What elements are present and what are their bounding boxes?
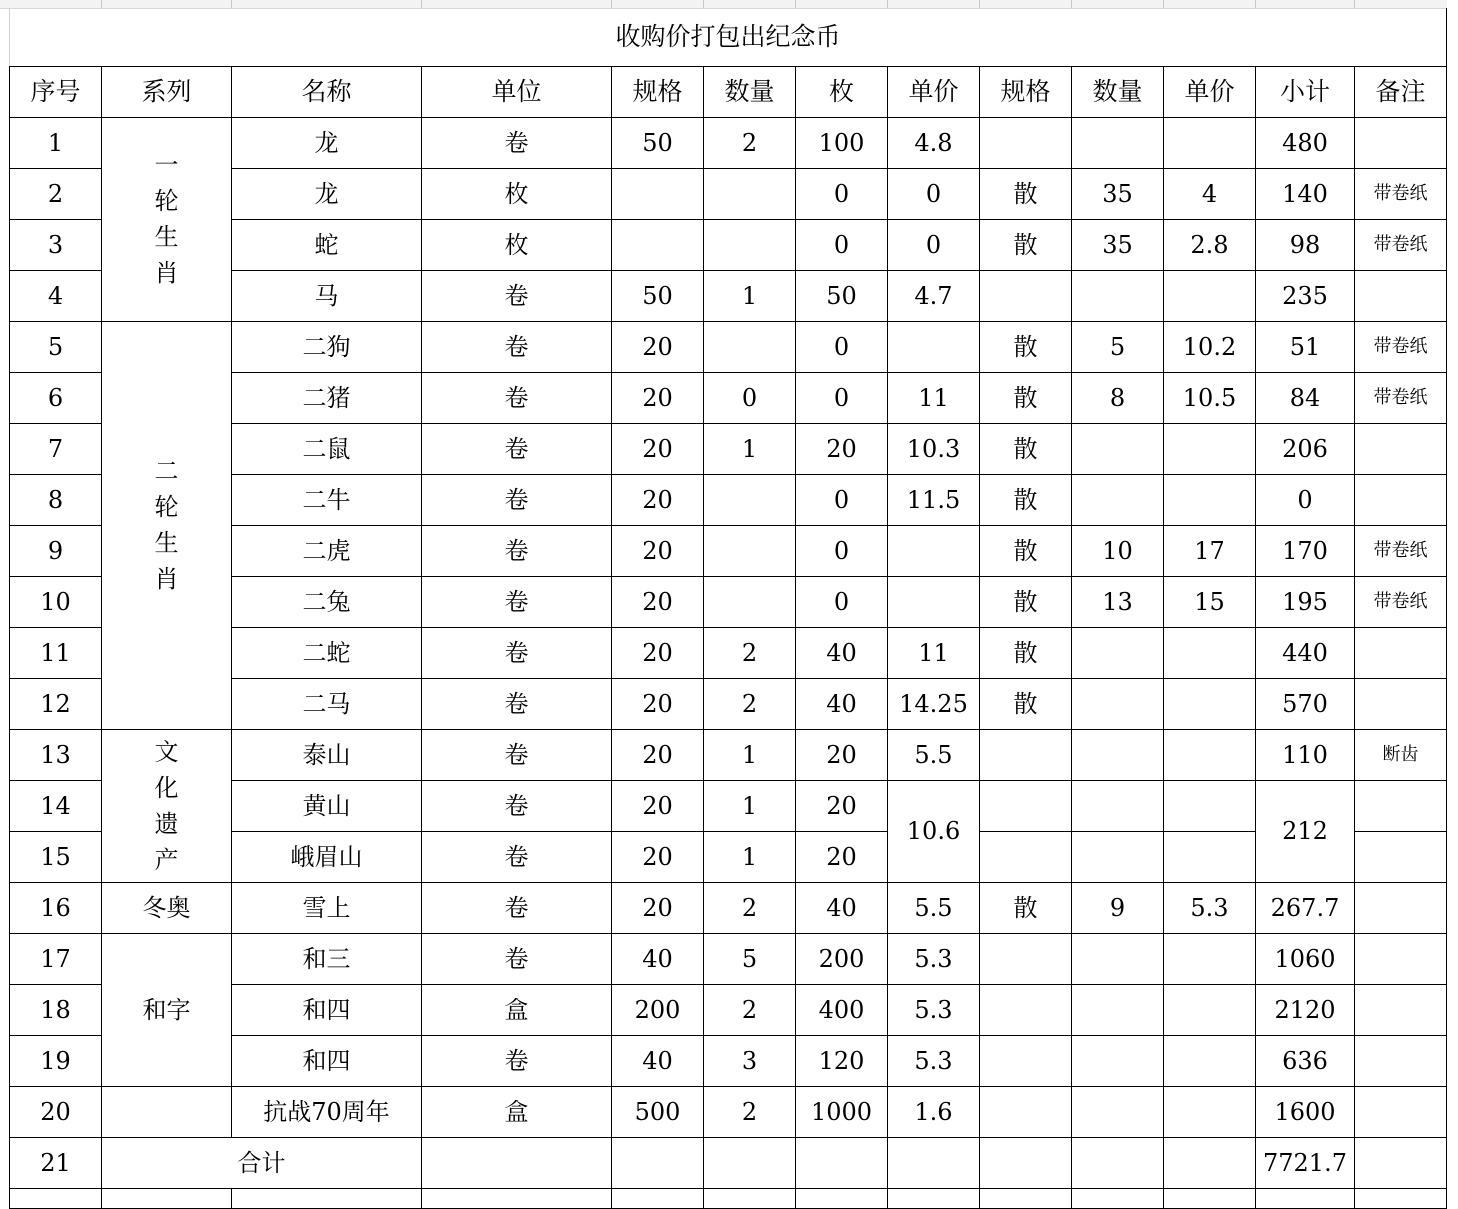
cell-empty[interactable] xyxy=(10,1188,102,1208)
cell-price2[interactable]: 15 xyxy=(1164,576,1256,627)
cell-no[interactable]: 18 xyxy=(10,984,102,1035)
cell-name[interactable]: 二蛇 xyxy=(232,627,422,678)
cell-note[interactable]: 带卷纸 xyxy=(1355,219,1447,270)
cell-name[interactable]: 和四 xyxy=(232,984,422,1035)
cell-price2[interactable] xyxy=(1164,270,1256,321)
cell-qty2[interactable]: 35 xyxy=(1072,219,1164,270)
cell-spec[interactable]: 20 xyxy=(612,576,704,627)
cell-price[interactable]: 5.3 xyxy=(888,1035,980,1086)
cell-no[interactable]: 5 xyxy=(10,321,102,372)
cell-unit[interactable]: 卷 xyxy=(422,678,612,729)
cell-price2[interactable] xyxy=(1164,1086,1256,1137)
cell-price2[interactable]: 17 xyxy=(1164,525,1256,576)
header-cell[interactable]: 数量 xyxy=(704,66,796,117)
cell-price[interactable]: 5.3 xyxy=(888,933,980,984)
cell-no[interactable]: 19 xyxy=(10,1035,102,1086)
cell-series[interactable]: 冬奥 xyxy=(102,882,232,933)
cell-subtotal[interactable]: 235 xyxy=(1256,270,1355,321)
cell-spec[interactable]: 40 xyxy=(612,933,704,984)
cell-price2[interactable] xyxy=(1164,117,1256,168)
cell-name[interactable]: 泰山 xyxy=(232,729,422,780)
total-label[interactable]: 合计 xyxy=(102,1137,422,1188)
header-cell[interactable]: 备注 xyxy=(1355,66,1447,117)
cell-note[interactable] xyxy=(1355,984,1447,1035)
cell-spec[interactable]: 20 xyxy=(612,729,704,780)
cell-price2[interactable] xyxy=(1164,933,1256,984)
cell-no[interactable]: 11 xyxy=(10,627,102,678)
cell-note[interactable] xyxy=(1355,1086,1447,1137)
cell-name[interactable]: 二马 xyxy=(232,678,422,729)
cell-no[interactable]: 12 xyxy=(10,678,102,729)
table-row xyxy=(10,1188,1447,1208)
cell-no[interactable]: 17 xyxy=(10,933,102,984)
cell-qty[interactable] xyxy=(704,168,796,219)
cell-name[interactable]: 龙 xyxy=(232,117,422,168)
cell-empty[interactable] xyxy=(888,1137,980,1188)
cell-pcs[interactable]: 400 xyxy=(796,984,888,1035)
cell-subtotal[interactable]: 1060 xyxy=(1256,933,1355,984)
cell-note[interactable]: 带卷纸 xyxy=(1355,525,1447,576)
cell-name[interactable]: 和三 xyxy=(232,933,422,984)
cell-spec[interactable]: 20 xyxy=(612,474,704,525)
cell-empty[interactable] xyxy=(1355,1188,1447,1208)
cell-no[interactable]: 8 xyxy=(10,474,102,525)
cell-spec[interactable]: 200 xyxy=(612,984,704,1035)
cell-spec2[interactable]: 散 xyxy=(980,321,1072,372)
header-row xyxy=(10,66,1447,117)
cell-unit[interactable]: 卷 xyxy=(422,729,612,780)
cell-name[interactable]: 二兔 xyxy=(232,576,422,627)
cell-price[interactable]: 0 xyxy=(888,219,980,270)
series-label: 二轮生肖 xyxy=(154,457,179,593)
cell-price2[interactable] xyxy=(1164,423,1256,474)
header-cell[interactable]: 规格 xyxy=(612,66,704,117)
cell-spec[interactable] xyxy=(612,219,704,270)
cell-subtotal[interactable]: 195 xyxy=(1256,576,1355,627)
cell-pcs[interactable]: 20 xyxy=(796,423,888,474)
cell-subtotal[interactable]: 440 xyxy=(1256,627,1355,678)
cell-subtotal[interactable]: 1600 xyxy=(1256,1086,1355,1137)
cell-qty2[interactable] xyxy=(1072,1035,1164,1086)
header-cell[interactable]: 单位 xyxy=(422,66,612,117)
cell-note[interactable]: 带卷纸 xyxy=(1355,576,1447,627)
cell-empty[interactable] xyxy=(612,1188,704,1208)
cell-price[interactable]: 1.6 xyxy=(888,1086,980,1137)
cell-subtotal[interactable]: 570 xyxy=(1256,678,1355,729)
cell-spec[interactable]: 500 xyxy=(612,1086,704,1137)
cell-series-merged[interactable] xyxy=(102,117,232,321)
cell-qty[interactable]: 1 xyxy=(704,831,796,882)
cell-subtotal[interactable]: 84 xyxy=(1256,372,1355,423)
cell-unit[interactable]: 卷 xyxy=(422,831,612,882)
cell-pcs[interactable]: 20 xyxy=(796,831,888,882)
cell-spec[interactable]: 20 xyxy=(612,372,704,423)
cell-no[interactable]: 7 xyxy=(10,423,102,474)
cell-spec[interactable] xyxy=(612,168,704,219)
cell-spec2[interactable] xyxy=(980,270,1072,321)
cell-subtotal[interactable]: 206 xyxy=(1256,423,1355,474)
cell-unit[interactable]: 卷 xyxy=(422,474,612,525)
cell-spec2[interactable]: 散 xyxy=(980,627,1072,678)
cell-name[interactable]: 二虎 xyxy=(232,525,422,576)
cell-qty[interactable]: 2 xyxy=(704,678,796,729)
cell-qty[interactable]: 2 xyxy=(704,117,796,168)
table-row xyxy=(10,933,1447,984)
cell-qty2[interactable] xyxy=(1072,933,1164,984)
cell-qty[interactable] xyxy=(704,576,796,627)
cell-pcs[interactable]: 20 xyxy=(796,780,888,831)
header-cell[interactable]: 序号 xyxy=(10,66,102,117)
cell-price2[interactable]: 2.8 xyxy=(1164,219,1256,270)
cell-name[interactable]: 二鼠 xyxy=(232,423,422,474)
cell-subtotal[interactable]: 110 xyxy=(1256,729,1355,780)
cell-note[interactable]: 带卷纸 xyxy=(1355,372,1447,423)
cell-note[interactable] xyxy=(1355,678,1447,729)
cell-spec2[interactable]: 散 xyxy=(980,372,1072,423)
series-label: 一轮生肖 xyxy=(154,151,179,287)
cell-pcs[interactable]: 40 xyxy=(796,882,888,933)
cell-unit[interactable]: 卷 xyxy=(422,270,612,321)
cell-spec[interactable]: 20 xyxy=(612,882,704,933)
cell-pcs[interactable]: 20 xyxy=(796,729,888,780)
header-cell[interactable]: 枚 xyxy=(796,66,888,117)
cell-spec2[interactable] xyxy=(980,1035,1072,1086)
cell-pcs[interactable]: 200 xyxy=(796,933,888,984)
cell-price2[interactable] xyxy=(1164,678,1256,729)
cell-no[interactable]: 15 xyxy=(10,831,102,882)
cell-note[interactable] xyxy=(1355,933,1447,984)
cell-qty[interactable]: 3 xyxy=(704,1035,796,1086)
cell-empty[interactable] xyxy=(888,1188,980,1208)
cell-spec[interactable]: 20 xyxy=(612,321,704,372)
cell-spec2[interactable]: 散 xyxy=(980,168,1072,219)
table-row xyxy=(10,729,1447,780)
cell-no[interactable]: 2 xyxy=(10,168,102,219)
cell-qty2[interactable] xyxy=(1072,1086,1164,1137)
cell-price2[interactable] xyxy=(1164,627,1256,678)
cell-price2[interactable]: 10.5 xyxy=(1164,372,1256,423)
cell-subtotal[interactable]: 98 xyxy=(1256,219,1355,270)
cell-qty2[interactable] xyxy=(1072,780,1164,831)
cell-pcs[interactable]: 0 xyxy=(796,168,888,219)
cell-price2[interactable] xyxy=(1164,474,1256,525)
cell-empty[interactable] xyxy=(704,1137,796,1188)
cell-unit[interactable]: 盒 xyxy=(422,1086,612,1137)
cell-spec[interactable]: 50 xyxy=(612,270,704,321)
cell-spec2[interactable]: 散 xyxy=(980,576,1072,627)
cell-qty2[interactable] xyxy=(1072,474,1164,525)
cell-spec[interactable]: 50 xyxy=(612,117,704,168)
cell-empty[interactable] xyxy=(232,1188,422,1208)
cell-qty2[interactable] xyxy=(1072,627,1164,678)
cell-series-merged[interactable] xyxy=(102,321,232,729)
cell-subtotal[interactable]: 267.7 xyxy=(1256,882,1355,933)
cell-unit[interactable]: 卷 xyxy=(422,627,612,678)
cell-spec[interactable]: 20 xyxy=(612,780,704,831)
cell-pcs[interactable]: 40 xyxy=(796,678,888,729)
cell-qty2[interactable] xyxy=(1072,678,1164,729)
cell-no[interactable]: 1 xyxy=(10,117,102,168)
cell-spec2[interactable]: 散 xyxy=(980,474,1072,525)
header-cell[interactable]: 单价 xyxy=(1164,66,1256,117)
cell-series-merged[interactable]: 和字 xyxy=(102,933,232,1086)
cell-no[interactable]: 10 xyxy=(10,576,102,627)
cell-qty[interactable]: 1 xyxy=(704,423,796,474)
cell-price[interactable]: 11 xyxy=(888,627,980,678)
cell-subtotal[interactable]: 636 xyxy=(1256,1035,1355,1086)
cell-series-merged[interactable] xyxy=(102,729,232,882)
cell-name[interactable]: 马 xyxy=(232,270,422,321)
cell-price2[interactable] xyxy=(1164,984,1256,1035)
cell-unit[interactable]: 卷 xyxy=(422,882,612,933)
header-cell[interactable]: 数量 xyxy=(1072,66,1164,117)
cell-price[interactable]: 10.3 xyxy=(888,423,980,474)
cell-name[interactable]: 蛇 xyxy=(232,219,422,270)
cell-qty2[interactable] xyxy=(1072,984,1164,1035)
cell-empty[interactable] xyxy=(422,1137,612,1188)
cell-price2[interactable] xyxy=(1164,729,1256,780)
cell-empty[interactable] xyxy=(704,1188,796,1208)
cell-qty[interactable] xyxy=(704,321,796,372)
cell-price2[interactable] xyxy=(1164,1035,1256,1086)
cell-note[interactable] xyxy=(1355,1035,1447,1086)
cell-qty[interactable]: 5 xyxy=(704,933,796,984)
cell-unit[interactable]: 卷 xyxy=(422,1035,612,1086)
cell-price2[interactable]: 10.2 xyxy=(1164,321,1256,372)
cell-qty[interactable]: 2 xyxy=(704,882,796,933)
cell-subtotal[interactable]: 2120 xyxy=(1256,984,1355,1035)
table-row xyxy=(10,882,1447,933)
cell-note[interactable] xyxy=(1355,627,1447,678)
cell-empty[interactable] xyxy=(1355,1137,1447,1188)
cell-unit[interactable]: 卷 xyxy=(422,525,612,576)
cell-name[interactable]: 黄山 xyxy=(232,780,422,831)
cell-price[interactable]: 5.5 xyxy=(888,729,980,780)
cell-empty[interactable] xyxy=(980,1137,1072,1188)
cell-pcs[interactable]: 1000 xyxy=(796,1086,888,1137)
cell-spec[interactable]: 20 xyxy=(612,525,704,576)
header-cell[interactable]: 小计 xyxy=(1256,66,1355,117)
cell-price[interactable]: 11.5 xyxy=(888,474,980,525)
cell-unit[interactable]: 枚 xyxy=(422,219,612,270)
cell-qty[interactable]: 1 xyxy=(704,270,796,321)
cell-spec2[interactable] xyxy=(980,780,1072,831)
cell-no[interactable]: 4 xyxy=(10,270,102,321)
cell-empty[interactable] xyxy=(1256,1188,1355,1208)
cell-unit[interactable]: 卷 xyxy=(422,780,612,831)
cell-subtotal-merged[interactable]: 212 xyxy=(1256,780,1355,882)
header-cell[interactable]: 系列 xyxy=(102,66,232,117)
cell-spec2[interactable]: 散 xyxy=(980,219,1072,270)
cell-qty2[interactable] xyxy=(1072,831,1164,882)
cell-unit[interactable]: 盒 xyxy=(422,984,612,1035)
cell-qty2[interactable]: 35 xyxy=(1072,168,1164,219)
cell-unit[interactable]: 卷 xyxy=(422,117,612,168)
total-row xyxy=(10,1137,1447,1188)
cell-unit[interactable]: 枚 xyxy=(422,168,612,219)
cell-empty[interactable] xyxy=(980,1188,1072,1208)
cell-empty[interactable] xyxy=(796,1188,888,1208)
cell-qty2[interactable]: 5 xyxy=(1072,321,1164,372)
cell-price[interactable] xyxy=(888,321,980,372)
cell-qty2[interactable] xyxy=(1072,423,1164,474)
cell-pcs[interactable]: 0 xyxy=(796,474,888,525)
cell-price2[interactable] xyxy=(1164,780,1256,831)
cell-spec[interactable]: 20 xyxy=(612,423,704,474)
cell-spec[interactable]: 40 xyxy=(612,1035,704,1086)
cell-qty2[interactable] xyxy=(1072,729,1164,780)
cell-pcs[interactable]: 120 xyxy=(796,1035,888,1086)
cell-price[interactable]: 0 xyxy=(888,168,980,219)
cell-name[interactable]: 雪上 xyxy=(232,882,422,933)
cell-subtotal[interactable]: 51 xyxy=(1256,321,1355,372)
cell-no[interactable]: 21 xyxy=(10,1137,102,1188)
cell-note[interactable]: 带卷纸 xyxy=(1355,168,1447,219)
cell-empty[interactable] xyxy=(102,1188,232,1208)
cell-qty[interactable]: 1 xyxy=(704,780,796,831)
cell-spec2[interactable] xyxy=(980,729,1072,780)
cell-price2[interactable]: 5.3 xyxy=(1164,882,1256,933)
cell-subtotal[interactable]: 0 xyxy=(1256,474,1355,525)
cell-qty[interactable]: 2 xyxy=(704,627,796,678)
sheet-title[interactable]: 收购价打包出纪念币 xyxy=(10,8,1447,66)
cell-empty[interactable] xyxy=(1072,1137,1164,1188)
header-cell[interactable]: 名称 xyxy=(232,66,422,117)
cell-pcs[interactable]: 0 xyxy=(796,219,888,270)
table-row xyxy=(10,1086,1447,1137)
cell-spec2[interactable]: 散 xyxy=(980,882,1072,933)
header-cell[interactable]: 规格 xyxy=(980,66,1072,117)
cell-empty[interactable] xyxy=(1164,1188,1256,1208)
cell-spec[interactable]: 20 xyxy=(612,831,704,882)
cell-qty[interactable]: 2 xyxy=(704,984,796,1035)
cell-qty[interactable] xyxy=(704,219,796,270)
cell-unit[interactable]: 卷 xyxy=(422,321,612,372)
sheet-margin xyxy=(1447,0,1458,1200)
cell-price[interactable] xyxy=(888,576,980,627)
header-cell[interactable]: 单价 xyxy=(888,66,980,117)
cell-name[interactable]: 二猪 xyxy=(232,372,422,423)
cell-note[interactable] xyxy=(1355,270,1447,321)
cell-pcs[interactable]: 0 xyxy=(796,372,888,423)
cell-qty[interactable]: 1 xyxy=(704,729,796,780)
series-label: 文化遗产 xyxy=(154,737,179,874)
cell-price[interactable]: 5.3 xyxy=(888,984,980,1035)
cell-pcs[interactable]: 100 xyxy=(796,117,888,168)
cell-note[interactable] xyxy=(1355,474,1447,525)
cell-empty[interactable] xyxy=(612,1137,704,1188)
cell-spec2[interactable] xyxy=(980,984,1072,1035)
table-row xyxy=(10,117,1447,168)
cell-spec[interactable]: 20 xyxy=(612,678,704,729)
cell-qty2[interactable] xyxy=(1072,117,1164,168)
cell-spec[interactable]: 20 xyxy=(612,627,704,678)
cell-spec2[interactable]: 散 xyxy=(980,423,1072,474)
table-row xyxy=(10,321,1447,372)
cell-pcs[interactable]: 0 xyxy=(796,525,888,576)
cell-no[interactable]: 16 xyxy=(10,882,102,933)
cell-name[interactable]: 峨眉山 xyxy=(232,831,422,882)
cell-unit[interactable]: 卷 xyxy=(422,372,612,423)
cell-qty[interactable]: 0 xyxy=(704,372,796,423)
cell-subtotal[interactable]: 170 xyxy=(1256,525,1355,576)
cell-subtotal[interactable]: 140 xyxy=(1256,168,1355,219)
cell-price[interactable]: 5.5 xyxy=(888,882,980,933)
cell-no[interactable]: 6 xyxy=(10,372,102,423)
cell-note[interactable]: 带卷纸 xyxy=(1355,321,1447,372)
cell-spec2[interactable] xyxy=(980,117,1072,168)
cell-series[interactable] xyxy=(102,1086,232,1137)
cell-qty2[interactable]: 13 xyxy=(1072,576,1164,627)
cell-note[interactable] xyxy=(1355,831,1447,882)
cell-no[interactable]: 3 xyxy=(10,219,102,270)
cell-qty2[interactable]: 8 xyxy=(1072,372,1164,423)
spreadsheet-table xyxy=(9,8,1447,1209)
cell-empty[interactable] xyxy=(422,1188,612,1208)
cell-note[interactable] xyxy=(1355,423,1447,474)
cell-pcs[interactable]: 0 xyxy=(796,321,888,372)
cell-spec2[interactable]: 散 xyxy=(980,678,1072,729)
cell-name[interactable]: 龙 xyxy=(232,168,422,219)
cell-pcs[interactable]: 50 xyxy=(796,270,888,321)
cell-no[interactable]: 13 xyxy=(10,729,102,780)
cell-note[interactable] xyxy=(1355,882,1447,933)
cell-empty[interactable] xyxy=(796,1137,888,1188)
cell-price2[interactable]: 4 xyxy=(1164,168,1256,219)
cell-pcs[interactable]: 0 xyxy=(796,576,888,627)
cell-empty[interactable] xyxy=(1164,1137,1256,1188)
cell-price[interactable]: 11 xyxy=(888,372,980,423)
cell-unit[interactable]: 卷 xyxy=(422,933,612,984)
cell-subtotal[interactable]: 480 xyxy=(1256,117,1355,168)
cell-qty2[interactable] xyxy=(1072,270,1164,321)
cell-name[interactable]: 和四 xyxy=(232,1035,422,1086)
cell-qty[interactable]: 2 xyxy=(704,1086,796,1137)
cell-note[interactable] xyxy=(1355,117,1447,168)
cell-qty[interactable] xyxy=(704,525,796,576)
cell-name[interactable]: 二狗 xyxy=(232,321,422,372)
cell-price[interactable] xyxy=(888,525,980,576)
cell-spec2[interactable] xyxy=(980,1086,1072,1137)
cell-note[interactable] xyxy=(1355,780,1447,831)
cell-no[interactable]: 14 xyxy=(10,780,102,831)
cell-no[interactable]: 20 xyxy=(10,1086,102,1137)
total-subtotal[interactable]: 7721.7 xyxy=(1256,1137,1355,1188)
cell-qty2[interactable]: 9 xyxy=(1072,882,1164,933)
cell-spec2[interactable]: 散 xyxy=(980,525,1072,576)
cell-unit[interactable]: 卷 xyxy=(422,423,612,474)
cell-spec2[interactable] xyxy=(980,831,1072,882)
cell-name[interactable]: 抗战70周年 xyxy=(232,1086,422,1137)
cell-price[interactable]: 4.8 xyxy=(888,117,980,168)
cell-price-merged[interactable]: 10.6 xyxy=(888,780,980,882)
cell-unit[interactable]: 卷 xyxy=(422,576,612,627)
cell-spec2[interactable] xyxy=(980,933,1072,984)
cell-note[interactable]: 断齿 xyxy=(1355,729,1447,780)
cell-qty[interactable] xyxy=(704,474,796,525)
cell-no[interactable]: 9 xyxy=(10,525,102,576)
cell-empty[interactable] xyxy=(1072,1188,1164,1208)
cell-name[interactable]: 二牛 xyxy=(232,474,422,525)
cell-qty2[interactable]: 10 xyxy=(1072,525,1164,576)
cell-price2[interactable] xyxy=(1164,831,1256,882)
cell-price[interactable]: 4.7 xyxy=(888,270,980,321)
cell-price[interactable]: 14.25 xyxy=(888,678,980,729)
cell-pcs[interactable]: 40 xyxy=(796,627,888,678)
